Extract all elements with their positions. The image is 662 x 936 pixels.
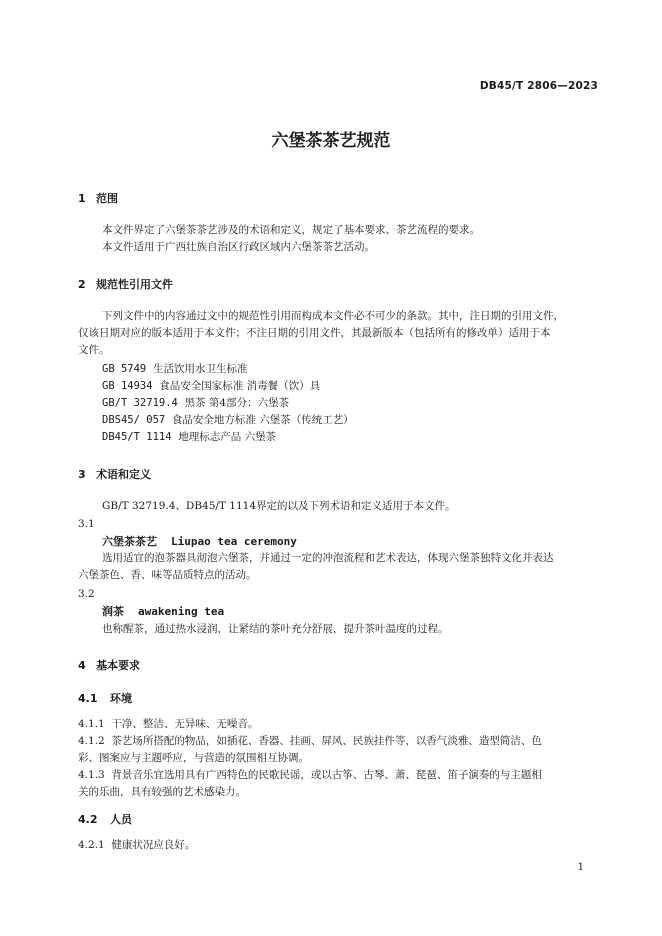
reference-item — [102, 412, 354, 428]
section-4-heading — [78, 657, 140, 673]
term-heading — [102, 533, 297, 549]
reference-item — [102, 361, 247, 377]
term-english: Liupao tea ceremony — [171, 535, 297, 548]
reference-title: 生活饮用水卫生标准 — [152, 363, 248, 375]
section-number: 1 — [78, 192, 86, 205]
clause-text: 背景音乐宜选用具有广西特色的民歌民谣，或以古筝、古琴、萧、琵琶、笛子演奏的与主题相 — [111, 769, 542, 781]
clause-number: 4.1.3 — [78, 769, 105, 781]
subsection-4-1-heading — [78, 690, 132, 706]
term-number: 3.1 — [78, 518, 95, 530]
clause-number: 4.1.2 — [78, 735, 105, 747]
reference-code: GB 5749 — [102, 363, 147, 375]
paragraph: 本文件适用于广西壮族自治区行政区域内六堡茶茶艺活动。 — [102, 241, 375, 253]
reference-code: GB 14934 — [102, 380, 153, 392]
term-definition: 也称醒茶，通过热水浸润，让紧结的茶叶充分舒展，提升茶叶温度的过程。 — [102, 623, 449, 635]
reference-item — [102, 395, 289, 411]
reference-title: 地理标志产品 六堡茶 — [178, 431, 277, 443]
clause-continuation: 彩、图案应与主题呼应，与营造的氛围相互协调。 — [78, 752, 309, 764]
section-number: 2 — [78, 278, 86, 291]
section-2-heading — [78, 276, 173, 292]
paragraph: GB/T 32719.4、DB45/T 1114界定的以及下列术语和定义适用于本文件。 — [102, 500, 456, 512]
term-chinese: 润茶 — [102, 605, 124, 618]
reference-item — [102, 429, 276, 445]
section-1-heading — [78, 190, 118, 206]
section-3-heading — [78, 466, 151, 482]
clause-4-1-2 — [78, 733, 542, 749]
subsection-4-2-heading — [78, 811, 132, 827]
reference-code: DBS45/ 057 — [102, 414, 166, 426]
document-number: DB45/T 2806—2023 — [479, 80, 598, 92]
clause-text: 干净、整洁、无异味、无噪音。 — [111, 718, 259, 730]
section-number: 4 — [78, 659, 86, 672]
clause-number: 4.1.1 — [78, 718, 105, 730]
clause-4-2-1 — [78, 837, 195, 853]
paragraph-line: 下列文件中的内容通过文中的规范性引用而构成本文件必不可少的条款。其中，注日期的引用文件， — [102, 310, 564, 322]
clause-text: 茶艺场所搭配的物品，如插花、香器、挂画、屏风、民族挂件等，以香气淡雅、造型简洁、色 — [111, 735, 542, 747]
paragraph-line: 文件。 — [78, 344, 110, 356]
term-english: awakening tea — [138, 605, 225, 618]
clause-text: 健康状况应良好。 — [111, 839, 196, 851]
reference-title: 黑茶 第4部分：六堡茶 — [184, 397, 290, 409]
reference-title: 食品安全地方标准 六堡茶（传统工艺） — [171, 414, 354, 426]
reference-item — [102, 378, 320, 394]
page-number: 1 — [577, 862, 584, 873]
clause-continuation: 关的乐曲，具有较强的艺术感染力。 — [78, 786, 246, 798]
section-number: 4.1 — [78, 692, 98, 705]
section-title: 基本要求 — [96, 659, 140, 672]
term-heading — [102, 603, 224, 619]
term-number: 3.2 — [78, 588, 95, 600]
term-definition: 选用适宜的泡茶器具沏泡六堡茶，并通过一定的冲泡流程和艺术表达，体现六堡茶独特文化并表达 — [102, 552, 554, 564]
reference-code: DB45/T 1114 — [102, 431, 172, 443]
page-title: 六堡茶茶艺规范 — [271, 131, 391, 151]
section-title: 术语和定义 — [96, 468, 151, 481]
term-definition: 六堡茶色、香、味等品质特点的活动。 — [78, 569, 257, 581]
reference-code: GB/T 32719.4 — [102, 397, 178, 409]
section-title: 规范性引用文件 — [96, 278, 173, 291]
section-title: 范围 — [96, 192, 118, 205]
reference-title: 食品安全国家标准 消毒餐（饮）具 — [159, 380, 321, 392]
section-number: 4.2 — [78, 813, 98, 826]
paragraph-line: 仅该日期对应的版本适用于本文件；不注日期的引用文件，其最新版本（包括所有的修改单）适用于本 — [78, 327, 551, 339]
term-chinese: 六堡茶茶艺 — [102, 535, 157, 548]
clause-4-1-3 — [78, 767, 542, 783]
clause-4-1-1 — [78, 716, 258, 732]
section-title: 环境 — [110, 692, 132, 705]
clause-number: 4.2.1 — [78, 839, 105, 851]
section-number: 3 — [78, 468, 86, 481]
section-title: 人员 — [110, 813, 132, 826]
paragraph: 本文件界定了六堡茶茶艺涉及的术语和定义，规定了基本要求、茶艺流程的要求。 — [102, 224, 480, 236]
